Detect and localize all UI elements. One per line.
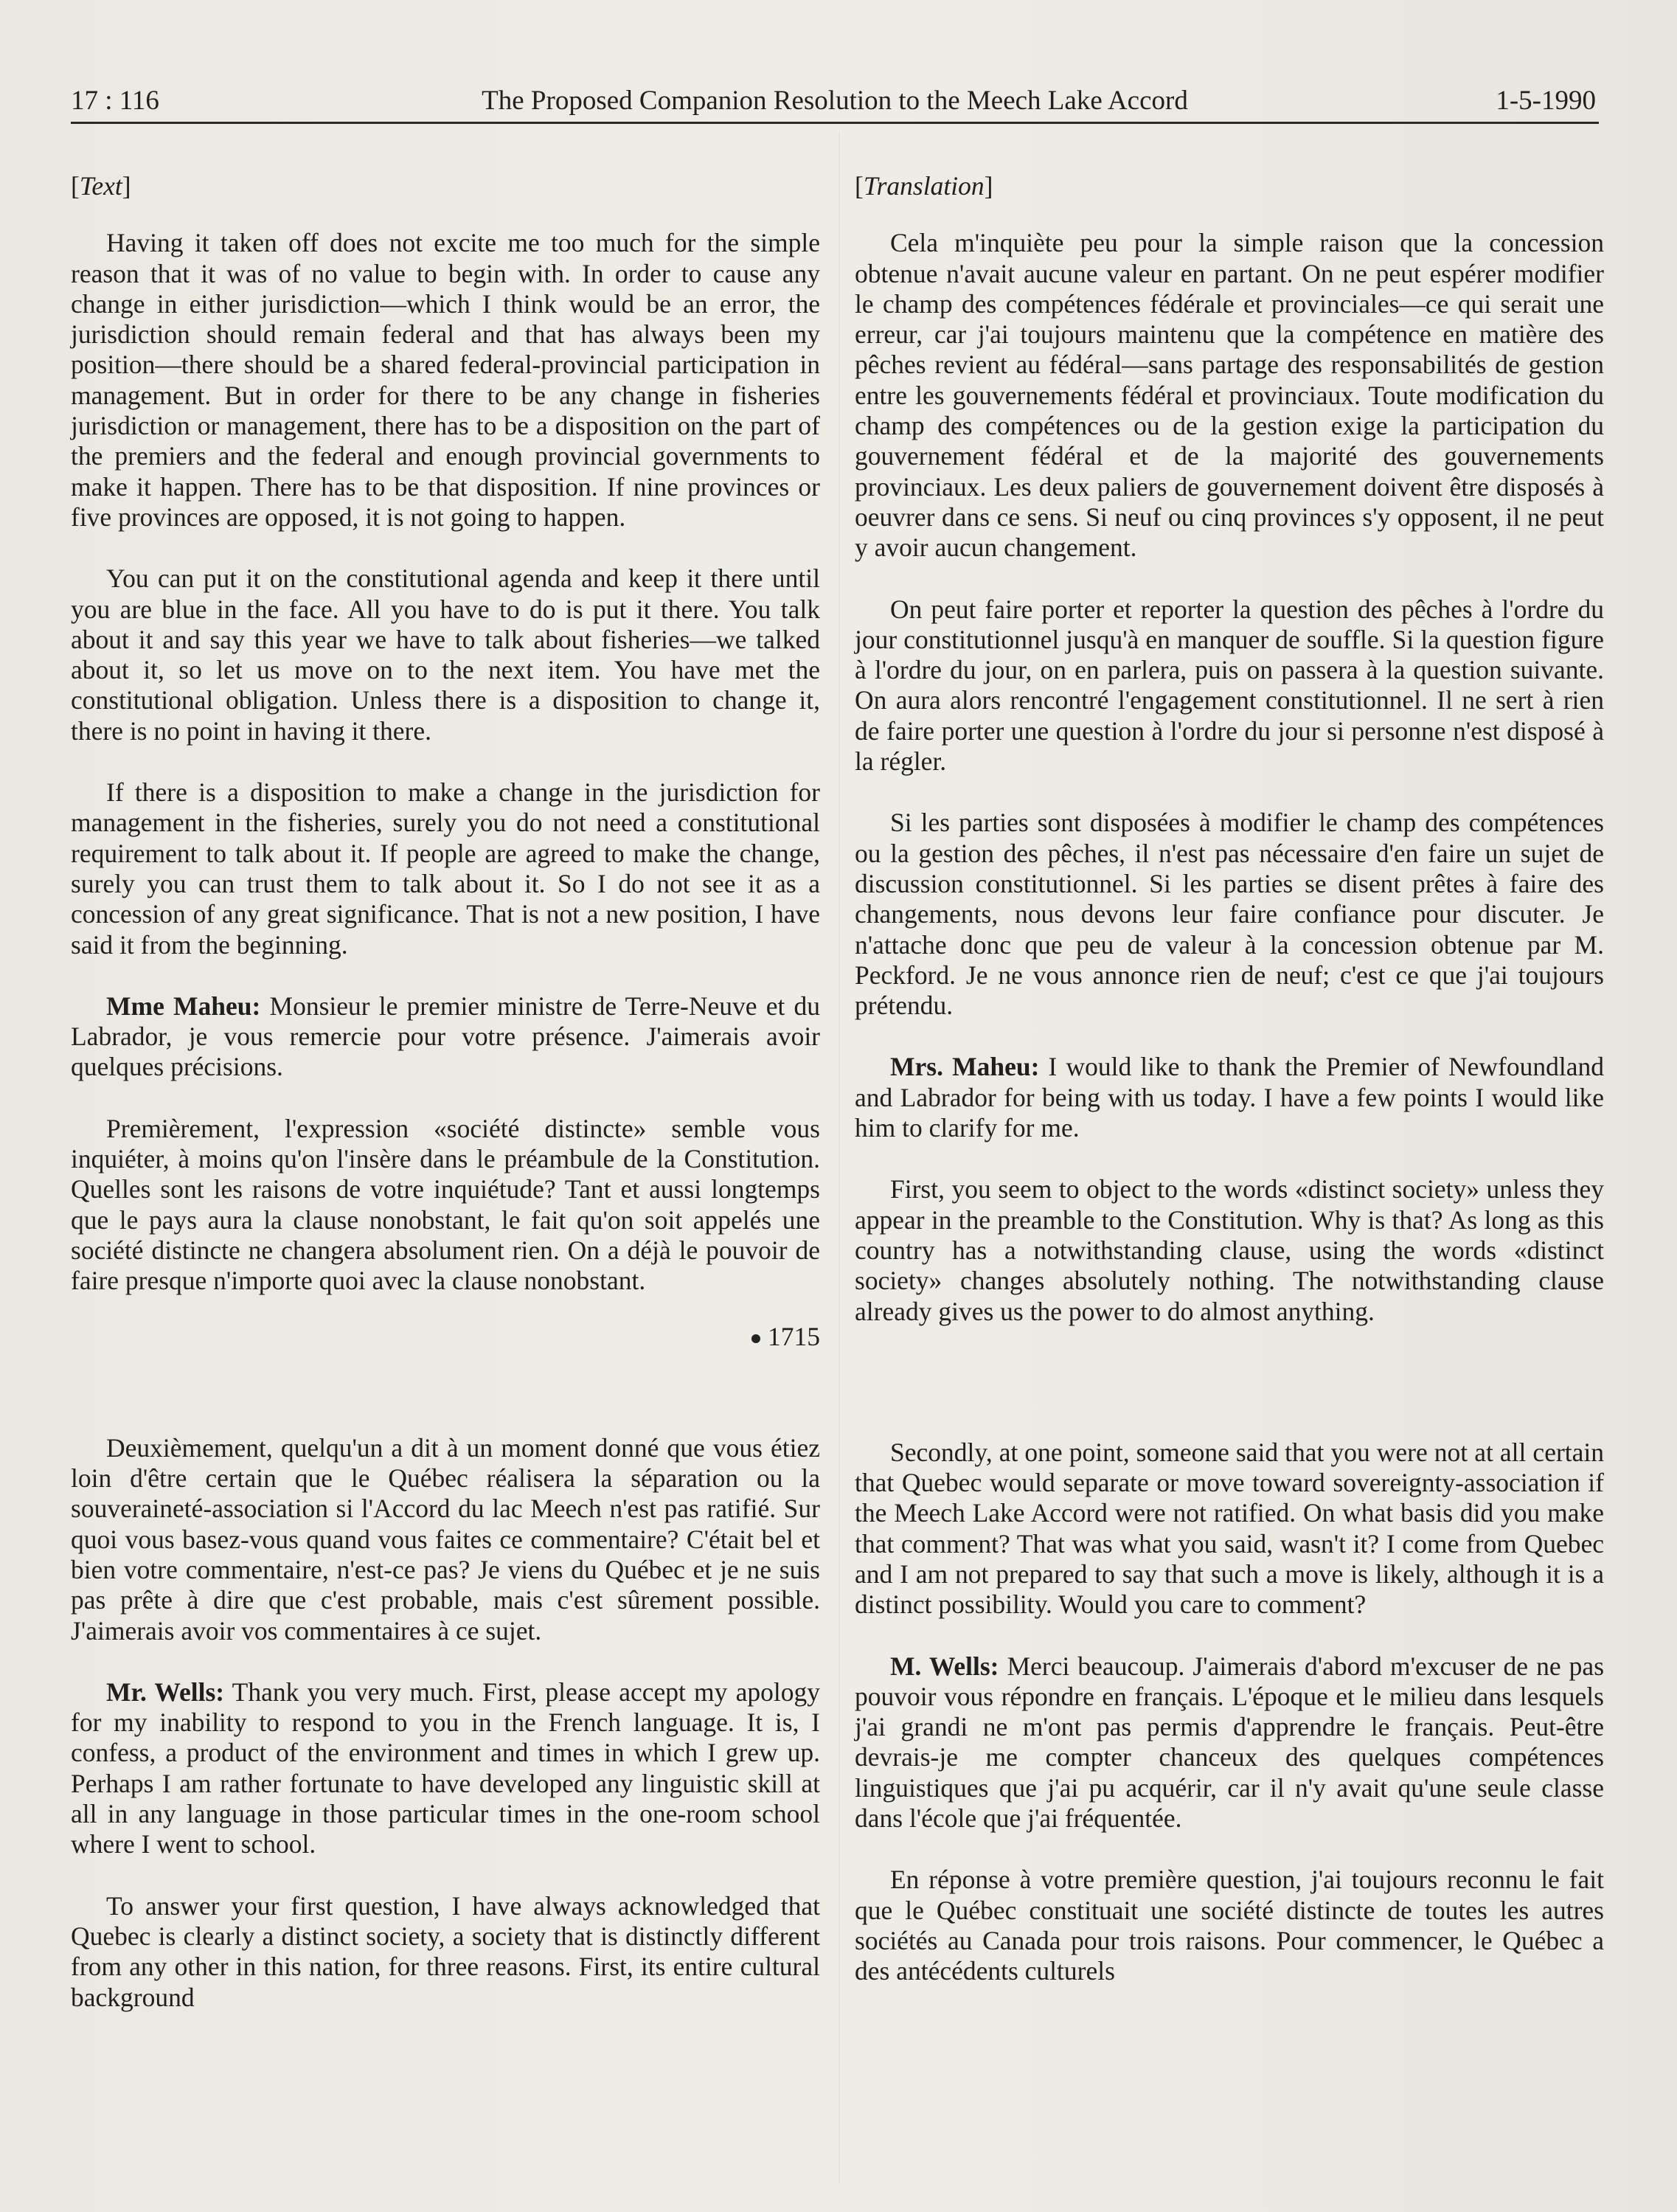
speaker-name: Mrs. Maheu: xyxy=(890,1052,1040,1082)
paragraph: Secondly, at one point, someone said that you were not at all certain that Quebec would separate or move toward sovereignty-association if the Meech Lake Accord were not ratified. On what basis did you make that comment? That was what you said, wasn't it? I come from Quebec and I am not prepared to say that such a move is likely, although it is a distinct possibility. Would you care to comment? xyxy=(855,1437,1604,1620)
column-label-translation: [Translation] xyxy=(855,171,993,201)
text-column xyxy=(71,171,820,2044)
paragraph: Cela m'inquiète peu pour la simple raison que la concession obtenue n'avait aucune valeur en partant. On ne peut espérer modifier le champ des compétences fédérale et provinciales—ce qui serait une erreur, car j'ai toujours maintenu que la compétence en matière des pêches revient au fédéral—sans partage des responsabilités de gestion entre les gouvernements fédéral et provinciaux. Toute modification du champ des compétences ou de la gestion exige la participation du gouvernement fédéral et de la majorité des gouvernements provinciaux. Les deux paliers de gouvernement doivent être disposés à oeuvrer dans ce sens. Si neuf ou cinq provinces s'y opposent, il ne peut y avoir aucun changement. xyxy=(855,228,1604,563)
paragraph: En réponse à votre première question, j'ai toujours reconnu le fait que le Québec constituait une société distincte de toutes les autres sociétés au Canada pour trois raisons. Pour commencer, le Québec a des antécédents culturels xyxy=(855,1865,1604,1986)
time-marker: 1715 xyxy=(71,1322,820,1352)
paragraph: First, you seem to object to the words «distinct society» unless they appear in the preamble to the Constitution. Why is that? As long as this country has a notwithstanding clause, using the words «distinct society» changes absolutely nothing. The notwithstanding clause already gives us the power to do almost anything. xyxy=(855,1174,1604,1326)
header-rule xyxy=(71,122,1599,124)
speaker-name: M. Wells: xyxy=(890,1651,999,1681)
header-date: 1-5-1990 xyxy=(1496,86,1596,116)
running-title: The Proposed Companion Resolution to the Meech Lake Accord xyxy=(482,86,1188,116)
column-label-text: [Text] xyxy=(71,171,131,201)
page-number: 17 : 116 xyxy=(71,86,159,116)
paragraph: You can put it on the constitutional agenda and keep it there until you are blue in the face. All you have to do is put it there. You talk about it and say this year we have to talk about fisheries—we talked about it, so let us move on to the next item. You have met the constitutional obligation. Unless there is a disposition to change it, there is no point in having it there. xyxy=(71,564,820,746)
paragraph: Premièrement, l'expression «société distincte» semble vous inquiéter, à moins qu'on l'insère dans le préambule de la Constitution. Quelles sont les raisons de votre inquiétude? Tant et aussi longtemps que le pays aura la clause nonobstant, le fait qu'on soit appelés une société distincte ne changera absolument rien. On a déjà le pouvoir de faire presque n'importe quoi avec la clause nonobstant. xyxy=(71,1113,820,1296)
page-header xyxy=(71,80,1599,122)
bullet-icon xyxy=(751,1334,760,1343)
paragraph: Deuxièmement, quelqu'un a dit à un moment donné que vous étiez loin d'être certain que le Québec réalisera la séparation ou la souveraineté-association si l'Accord du lac Meech n'est pas ratifié. Sur quoi vous basez-vous quand vous faites ce commentaire? C'était bel et bien votre commentaire, n'est-ce pas? Je viens du Québec et je ne suis pas prête à dire que c'est probable, mais c'est sûrement possible. J'aimerais avoir vos commentaires à ce sujet. xyxy=(71,1432,820,1646)
paragraph-maheu: Mrs. Maheu: I would like to thank the Premier of Newfoundland and Labrador for being with us today. I have a few points I would like him to clarify for me. xyxy=(855,1052,1604,1143)
paragraph: Si les parties sont disposées à modifier le champ des compétences ou la gestion des pêches, il n'est pas nécessaire d'en faire un sujet de discussion constitutionnel. Si les parties se disent prêtes à faire des changements, nous devons leur faire confiance pour discuter. Je n'attache donc que peu de valeur à la concession obtenue par M. Peckford. Je ne vous annonce rien de neuf; c'est ce que j'ai toujours prétendu. xyxy=(855,808,1604,1021)
paragraph: If there is a disposition to make a change in the jurisdiction for management in the fisheries, surely you do not need a constitutional requirement to talk about it. If people are agreed to make the change, surely you can trust them to talk about it. So I do not see it as a concession of any great significance. That is not a new position, I have said it from the beginning. xyxy=(71,777,820,960)
paragraph: To answer your first question, I have always acknowledged that Quebec is clearly a distinct society, a society that is distinctly different from any other in this nation, for three reasons. First, its entire cultural background xyxy=(71,1890,820,2012)
paragraph: Having it taken off does not excite me too much for the simple reason that it was of no value to begin with. In order to cause any change in either jurisdiction—which I think would be an error, the jurisdiction should remain federal and that has always been my position—there should be a shared federal-provincial participation in management. But in order for there to be any change in fisheries jurisdiction or management, there has to be a disposition on the part of the premiers and the federal and enough provincial governments to make it happen. There has to be that disposition. If nine provinces or five provinces are opposed, it is not going to happen. xyxy=(71,228,820,532)
paragraph: On peut faire porter et reporter la question des pêches à l'ordre du jour constitutionnel jusqu'à en manquer de souffle. Si la question figure à l'ordre du jour, on en parlera, puis on passera à la question suivante. On aura alors rencontré l'engagement constitutionnel. Il ne sert à rien de faire porter une question à l'ordre du jour si personne n'est disposé à la régler. xyxy=(855,594,1604,777)
paragraph-wells: M. Wells: Merci beaucoup. J'aimerais d'abord m'excuser de ne pas pouvoir vous répondre en français. L'époque et le milieu dans lesquels j'ai grandi ne m'ont pas permis d'apprendre le français. Peut-être devrais-je me compter chanceux des quelques compétences linguistiques que j'ai pu acquérir, car il n'y avait qu'une seule classe dans l'école que j'ai fréquentée. xyxy=(855,1651,1605,1834)
speaker-name: Mme Maheu: xyxy=(106,991,261,1021)
gutter-shadow xyxy=(838,133,840,2183)
translation-column xyxy=(855,171,1604,2018)
paragraph-wells: Mr. Wells: Thank you very much. First, please accept my apology for my inability to respond to you in the French language. It is, I confess, a product of the environment and times in which I grew up. Perhaps I am rather fortunate to have developed any linguistic skill at all in any language in those particular times in the one-room school where I went to school. xyxy=(71,1677,820,1859)
speaker-name: Mr. Wells: xyxy=(106,1677,225,1707)
paragraph-maheu: Mme Maheu: Monsieur le premier ministre de Terre-Neuve et du Labrador, je vous remercie pour votre présence. J'aimerais avoir quelques précisions. xyxy=(71,991,820,1082)
